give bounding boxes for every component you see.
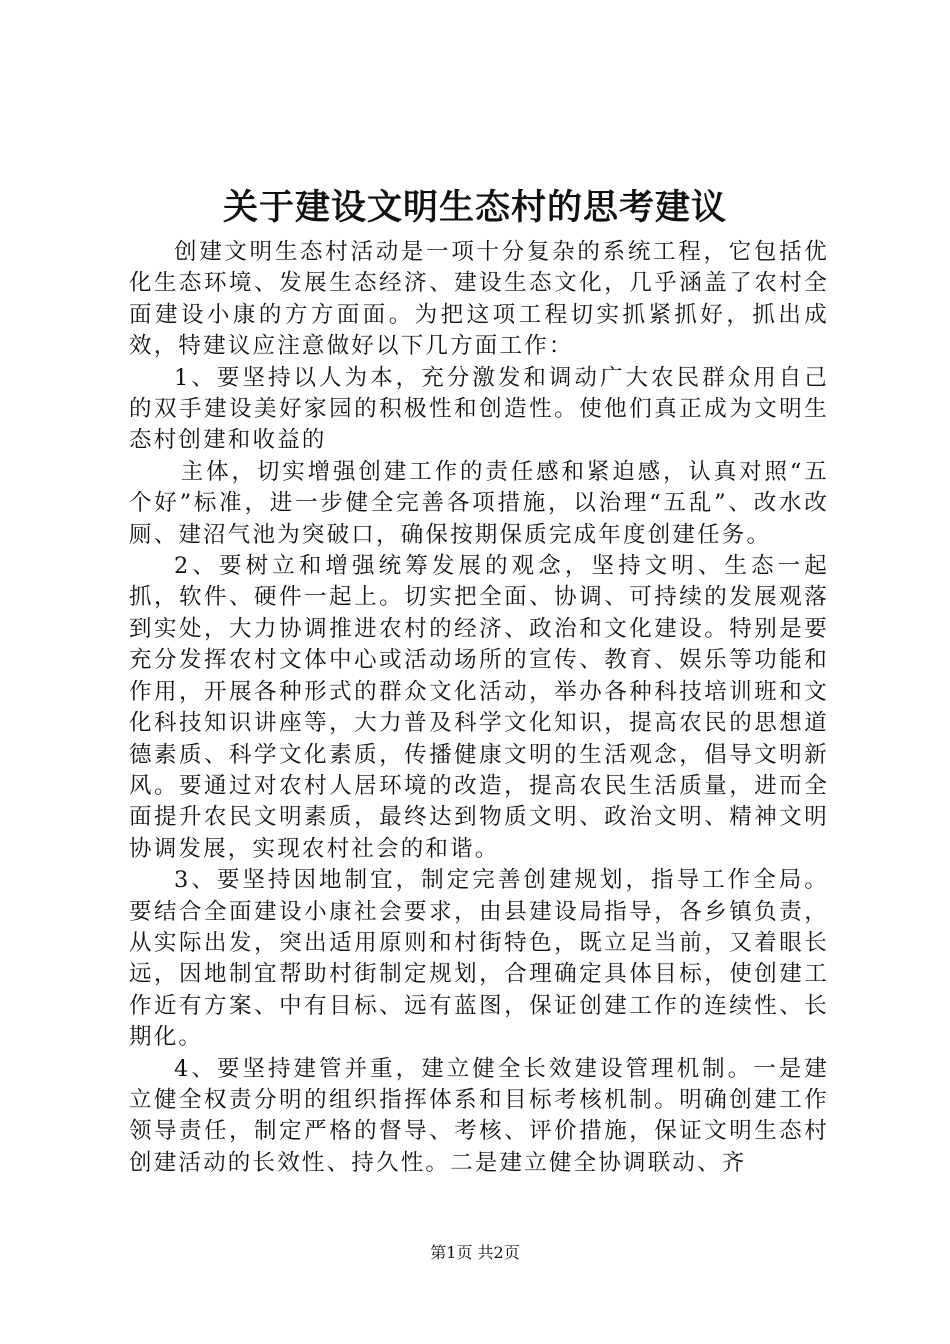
- paragraph-point-1-continued: 主体，切实增强创建工作的责任感和紧迫感，认真对照“五个好”标准，进一步健全完善各项措施，以治理“五乱”、改水改厕、建沼气池为突破口，确保按期保质完成年度创建任务。: [129, 458, 829, 548]
- paragraph-point-2: 2、要树立和增强统筹发展的观念，坚持文明、生态一起抓，软件、硬件一起上。切实把全面、协调、可持续的发展观落到实处，大力协调推进农村的经济、政治和文化建设。特别是要充分发挥农村文体中心或活动场所的宣传、教育、娱乐等功能和作用，开展各种形式的群众文化活动，举办各种科技培训班和文化科技知识讲座等，大力普及科学文化知识，提高农民的思想道德素质、科学文化素质，传播健康文明的生活观念，倡导文明新风。要通过对农村人居环境的改造，提高农民生活质量，进而全面提升农民文明素质，最终达到物质文明、政治文明、精神文明协调发展，实现农村社会的和谐。: [129, 553, 829, 862]
- document-title: 关于建设文明生态村的思考建议: [222, 187, 727, 228]
- paragraph-point-1: 1、要坚持以人为本，充分激发和调动广大农民群众用自己的双手建设美好家园的积极性和创造性。使他们真正成为文明生态村创建和收益的: [129, 364, 829, 454]
- paragraph-intro: 创建文明生态村活动是一项十分复杂的系统工程，它包括优化生态环境、发展生态经济、建设生态文化，几乎涵盖了农村全面建设小康的方方面面。为把这项工程切实抓紧抓好，抓出成效，特建议应注意做好以下几方面工作：: [129, 239, 829, 360]
- document-body: [129, 237, 829, 1179]
- paragraph-point-3: 3、要坚持因地制宜，制定完善创建规划，指导工作全局。要结合全面建设小康社会要求，由县建设局指导，各乡镇负责，从实际出发，突出适用原则和村街特色，既立足当前，又着眼长远，因地制宜帮助村街制定规划，合理确定具体目标，使创建工作近有方案、中有目标、远有蓝图，保证创建工作的连续性、长期化。: [129, 867, 829, 1051]
- page-footer: 第1页 共2页: [430, 1243, 520, 1262]
- paragraph-point-4: 4、要坚持建管并重，建立健全长效建设管理机制。一是建立健全权责分明的组织指挥体系和目标考核机制。明确创建工作领导责任，制定严格的督导、考核、评价措施，保证文明生态村创建活动的长效性、持久性。二是建立健全协调联动、齐: [129, 1055, 829, 1176]
